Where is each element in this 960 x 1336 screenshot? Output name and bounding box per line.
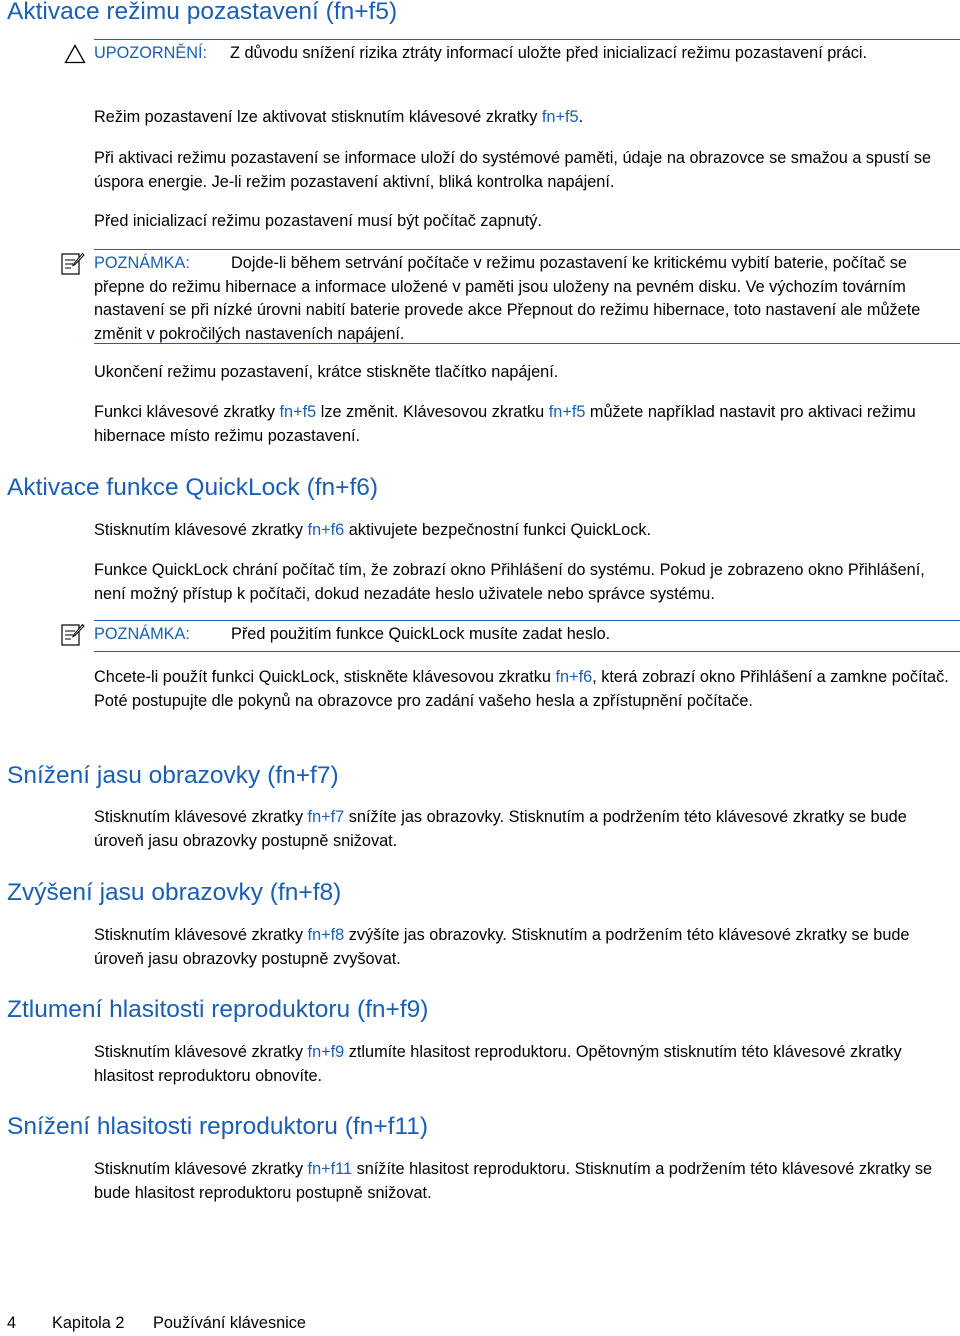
callout-top-rule [94,39,960,40]
paragraph-text: Stisknutím klávesové zkratky [94,1043,308,1061]
section-heading-brightness-down: Snížení jasu obrazovky (fn+f7) [7,762,339,789]
note-pencil-icon [61,623,85,647]
note-label: POZNÁMKA: [94,254,190,272]
section-heading-volume-down: Snížení hlasitosti reproduktoru (fn+f11) [7,1113,429,1140]
callout-bottom-rule [94,343,960,344]
paragraph-text: Stisknutím klávesové zkratky [94,926,308,944]
hotkey-text: fn+f5 [541,108,579,126]
hotkey-text: fn+f6 [307,521,345,539]
paragraph: Funkce QuickLock chrání počítač tím, že zobrazí okno Přihlášení do systému. Pokud je zobrazeno okno Přihlášení, není možný přístup k počítači, dokud nezadáte heslo uživatele nebo správce systému. [94,561,925,603]
paragraph-text: , která zobrazí okno Přihlášení a zamkne počítač. Poté postupujte dle pokynů na obrazovce pro zadání vašeho hesla a zpřístupnění počítače. [94,668,949,710]
paragraph [94,519,960,543]
caution-label: UPOZORNĚNÍ: [94,44,208,62]
caution-triangle-icon [64,44,86,64]
paragraph-text: Režim pozastavení lze aktivovat stisknutím klávesové zkratky [94,108,542,126]
caution-body: Z důvodu snížení rizika ztráty informací uložte před inicializací režimu pozastavení práci. [230,44,868,62]
hotkey-text: fn+f5 [279,403,317,421]
callout-bottom-rule [94,651,960,652]
caution-text [94,42,960,66]
paragraph-text: Stisknutím klávesové zkratky [94,1160,308,1178]
callout-top-rule [94,249,960,250]
paragraph [94,401,960,448]
paragraph [94,1158,960,1205]
paragraph: Ukončení režimu pozastavení, krátce stiskněte tlačítko napájení. [94,363,559,381]
chapter-label: Kapitola 2 [52,1314,125,1332]
hotkey-text: fn+f6 [555,668,593,686]
note-text [94,252,960,346]
paragraph-text: zvýšíte jas obrazovky. Stisknutím a podržením této klávesové zkratky se bude úroveň jasu obrazovky postupně zvyšovat. [94,926,910,968]
section-heading-suspend: Aktivace režimu pozastavení (fn+f5) [7,0,398,25]
paragraph [94,666,960,713]
paragraph-text: Stisknutím klávesové zkratky [94,521,308,539]
paragraph: Při aktivaci režimu pozastavení se informace uloží do systémové paměti, údaje na obrazovce se smažou a spustí se úspora energie. Je-li režim pozastavení aktivní, bliká kontrolka napájení. [94,149,932,191]
paragraph [94,1041,960,1088]
hotkey-text: fn+f7 [307,808,345,826]
page-number: 4 [7,1314,17,1332]
paragraph [94,806,960,853]
chapter-title: Používání klávesnice [153,1314,306,1332]
note-body: Dojde-li během setrvání počítače v režimu pozastavení ke kritickému vybití baterie, počítač se přepne do režimu hibernace a informace uložené v paměti jsou uloženy na pevném disku. Ve výchozím továrním nastavení se při nízké úrovni nabití baterie provede akce Přepnout do režimu hibernace, toto nastavení ale můžete změnit v pokročilých nastaveních napájení. [94,254,921,343]
note-body: Před použitím funkce QuickLock musíte zadat heslo. [231,625,611,643]
paragraph-text: Funkci klávesové zkratky [94,403,280,421]
paragraph-text: snížíte jas obrazovky. Stisknutím a podržením této klávesové zkratky se bude úroveň jasu obrazovky postupně snižovat. [94,808,907,850]
note-text [94,623,960,647]
note-pencil-icon [61,252,85,276]
paragraph-text: lze změnit. Klávesovou zkratku [316,403,549,421]
note-label: POZNÁMKA: [94,625,190,643]
hotkey-text: fn+f9 [307,1043,345,1061]
hotkey-text: fn+f5 [548,403,586,421]
hotkey-text: fn+f8 [307,926,345,944]
paragraph-text: ztlumíte hlasitost reproduktoru. Opětovným stisknutím této klávesové zkratky hlasitost reproduktoru obnovíte. [94,1043,902,1085]
page-footer [7,1312,306,1334]
paragraph-text: můžete například nastavit pro aktivaci režimu hibernace místo režimu pozastavení. [94,403,916,445]
paragraph [94,924,960,971]
paragraph-text: Stisknutím klávesové zkratky [94,808,308,826]
hotkey-text: fn+f11 [307,1160,353,1178]
section-heading-mute: Ztlumení hlasitosti reproduktoru (fn+f9) [7,996,429,1023]
callout-top-rule [94,620,960,621]
section-heading-brightness-up: Zvýšení jasu obrazovky (fn+f8) [7,879,342,906]
paragraph-text: aktivujete bezpečnostní funkci QuickLock. [344,521,652,539]
paragraph-text: Chcete-li použít funkci QuickLock, stiskněte klávesovou zkratku [94,668,556,686]
paragraph-text: . [578,108,584,126]
paragraph-text: snížíte hlasitost reproduktoru. Stisknutím a podržením této klávesové zkratky se bude hlasitost reproduktoru postupně snižovat. [94,1160,933,1202]
paragraph: Před inicializací režimu pozastavení musí být počítač zapnutý. [94,212,542,230]
section-heading-quicklock: Aktivace funkce QuickLock (fn+f6) [7,474,379,501]
paragraph [94,106,960,130]
